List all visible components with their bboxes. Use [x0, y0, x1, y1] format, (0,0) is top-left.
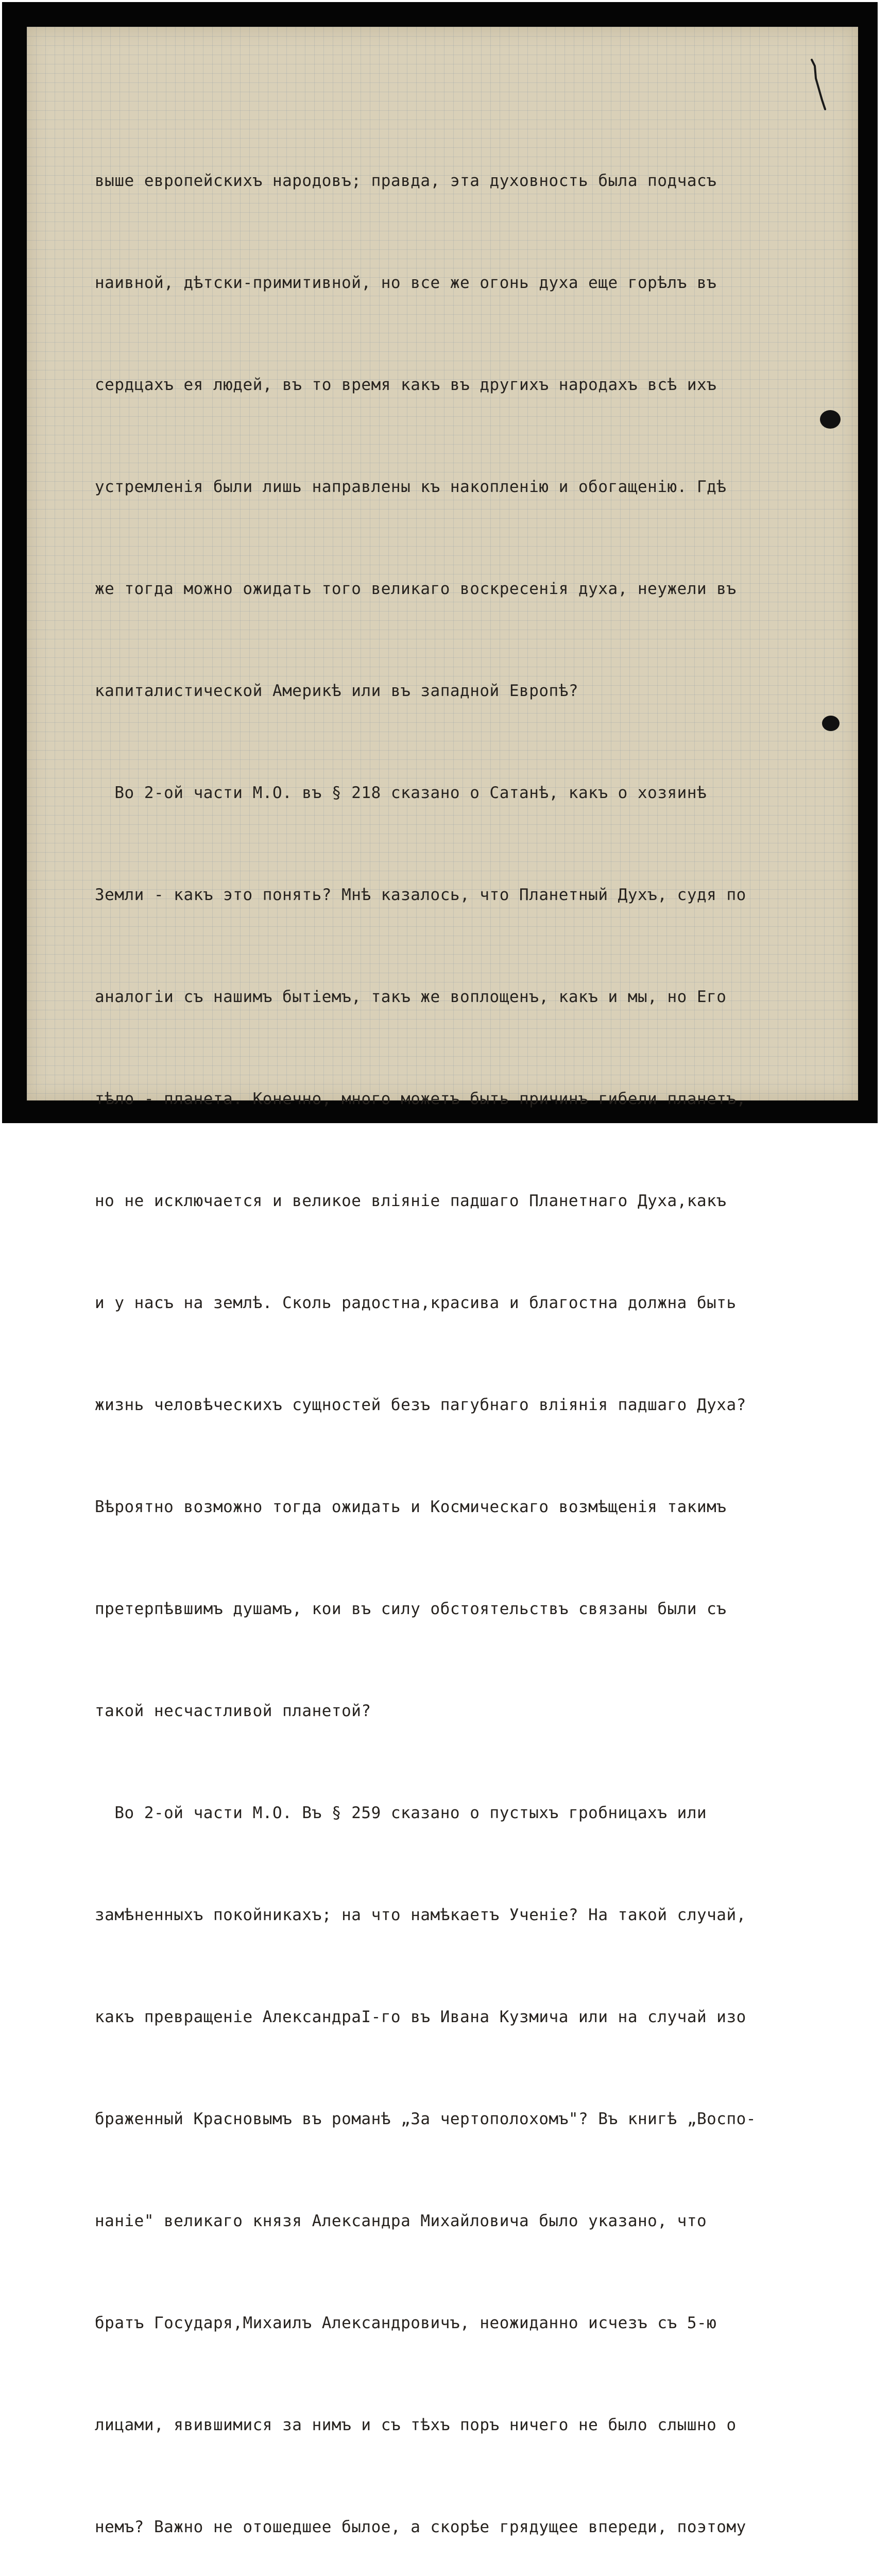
text-line: Вѣроятно возможно тогда ожидать и Космическаго возмѣщенія такимъ: [95, 1498, 727, 1516]
text-line: Во 2-ой части М.О. въ § 218 сказано о Сатанѣ, какъ о хозяинѣ: [95, 784, 707, 802]
text-line: но не исключается и великое вліяніе падшаго Планетнаго Духа,какъ: [95, 1192, 727, 1210]
text-line: капиталистической Америкѣ или въ западной Европѣ?: [95, 682, 579, 700]
text-line: и у насъ на землѣ. Сколь радостна,красива и благостна должна быть: [95, 1294, 737, 1312]
text-line: Во 2-ой части М.О. Въ § 259 сказано о пустыхъ гробницахъ или: [95, 1804, 707, 1822]
text-line: братъ Государя,Михаилъ Александровичъ, неожиданно исчезъ съ 5-ю: [95, 2314, 717, 2332]
typed-text: [95, 96, 842, 2576]
text-line: какъ превращеніе АлександраI-го въ Ивана Кузмича или на случай изо: [95, 2008, 746, 2026]
text-line: лицами, явившимися за нимъ и съ тѣхъ поръ ничего не было слышно о: [95, 2416, 737, 2434]
text-line: наивной, дѣтски-примитивной, но все же огонь духа еще горѣлъ въ: [95, 274, 717, 292]
text-line: выше европейскихъ народовъ; правда, эта духовность была подчасъ: [95, 172, 717, 190]
text-line: Земли - какъ это понять? Мнѣ казалось, что Планетный Духъ, судя по: [95, 886, 746, 904]
text-line: замѣненныхъ покойникахъ; на что намѣкаетъ Ученіе? На такой случай,: [95, 1906, 746, 1924]
scan-frame: [2, 2, 878, 2536]
text-line: браженный Красновымъ въ романѣ „За чертополохомъ"? Въ книгѣ „Воспо-: [95, 2110, 756, 2128]
text-line: устремленія были лишь направлены къ накопленію и обогащенію. Гдѣ: [95, 478, 727, 496]
text-line: наніе" великаго князя Александра Михайловича было указано, что: [95, 2212, 707, 2230]
text-line: немъ? Важно не отошедшее былое, а скорѣе грядущее впереди, поэтому: [95, 2518, 746, 2536]
text-line: жизнь человѣческихъ сущностей безъ пагубнаго вліянія падшаго Духа?: [95, 1396, 746, 1414]
text-line: аналогіи съ нашимъ бытіемъ, такъ же воплощенъ, какъ и мы, но Его: [95, 988, 727, 1006]
text-line: претерпѣвшимъ душамъ, кои въ силу обстоятельствъ связаны были съ: [95, 1600, 727, 1618]
text-line: тѣло - планета. Конечно, много можетъ быть причинъ гибели планетъ,: [95, 1090, 746, 1108]
text-line: сердцахъ ея людей, въ то время какъ въ другихъ народахъ всѣ ихъ: [95, 376, 717, 394]
text-line: такой несчастливой планетой?: [95, 1702, 371, 1720]
text-line: же тогда можно ожидать того великаго воскресенія духа, неужели въ: [95, 580, 737, 598]
